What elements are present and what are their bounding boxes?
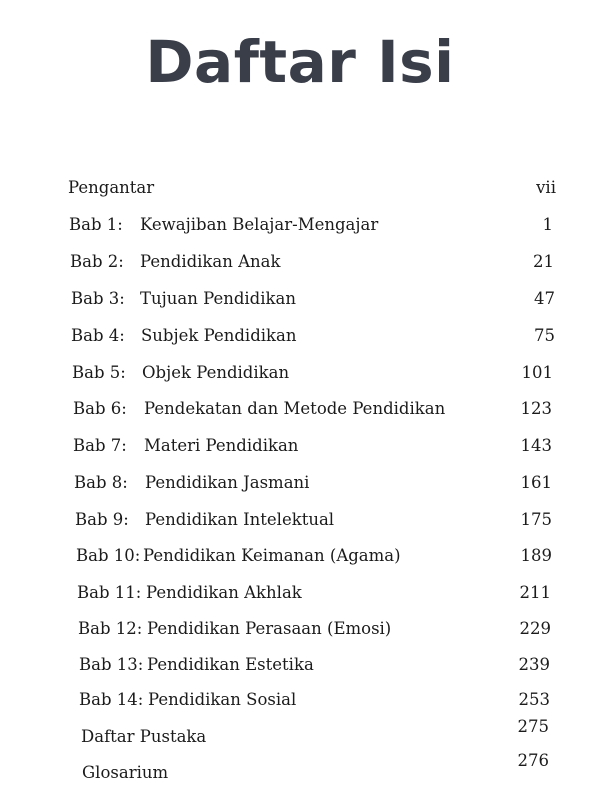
toc-entry-bab-11 (77, 581, 551, 605)
page-title: Daftar Isi (145, 28, 455, 96)
toc-chapter-title: Pendidikan Anak (140, 252, 281, 271)
toc-chapter-title: Kewajiban Belajar-Mengajar (140, 215, 379, 234)
toc-chapter-number: Bab 4: (71, 326, 125, 345)
toc-chapter-number: Bab 1: (69, 215, 123, 234)
toc-entry-bab-1 (69, 213, 553, 237)
toc-page-number: 143 (520, 436, 552, 455)
toc-page-number: vii (536, 178, 556, 197)
toc-chapter-number: Bab 14: (79, 690, 144, 709)
toc-chapter-title: Pendidikan Keimanan (Agama) (143, 546, 401, 565)
toc-chapter-title: Materi Pendidikan (144, 436, 299, 455)
toc-entry-bab-2 (70, 250, 554, 274)
toc-page-number: 253 (518, 690, 550, 709)
toc-page-number: 229 (519, 619, 551, 638)
toc-entry-label: Daftar Pustaka (81, 727, 207, 746)
toc-chapter-number: Bab 7: (73, 436, 127, 455)
toc-chapter-number: Bab 13: (79, 655, 144, 674)
toc-chapter-title: Pendidikan Perasaan (Emosi) (147, 619, 392, 638)
toc-chapter-title: Objek Pendidikan (142, 363, 290, 382)
toc-chapter-number: Bab 12: (78, 619, 143, 638)
toc-chapter-number: Bab 2: (70, 252, 124, 271)
toc-page-number: 161 (520, 473, 552, 492)
toc-page-number: 275 (517, 717, 549, 736)
toc-page-number: 1 (542, 215, 553, 234)
toc-page-number: 21 (533, 252, 554, 271)
toc-chapter-title: Subjek Pendidikan (141, 326, 297, 345)
toc-entry-bab-13 (79, 653, 550, 677)
toc-page-number: 101 (521, 363, 553, 382)
toc-entry-bab-4 (71, 324, 555, 348)
toc-chapter-title: Pendekatan dan Metode Pendidikan (144, 399, 446, 418)
toc-entry-bab-3 (71, 287, 555, 311)
toc-entry-bab-8 (74, 471, 552, 495)
toc-chapter-title: Pendidikan Estetika (147, 655, 314, 674)
toc-chapter-number: Bab 3: (71, 289, 125, 308)
toc-chapter-number: Bab 8: (74, 473, 128, 492)
toc-entry-label: Glosarium (82, 763, 169, 782)
toc-chapter-title: Tujuan Pendidikan (140, 289, 296, 308)
toc-entry-bab-14 (79, 688, 550, 712)
toc-entry-bab-12 (78, 617, 551, 641)
toc-page-number: 211 (519, 583, 551, 602)
toc-chapter-number: Bab 6: (73, 399, 127, 418)
toc-entry-bab-9 (75, 508, 552, 532)
toc-chapter-title: Pendidikan Jasmani (145, 473, 310, 492)
toc-page-number: 47 (534, 289, 555, 308)
toc-chapter-title: Pendidikan Sosial (148, 690, 297, 709)
toc-page-number: 189 (520, 546, 552, 565)
toc-entry-bab-7 (73, 434, 552, 458)
toc-page-number: 175 (520, 510, 552, 529)
toc-entry-bab-6 (73, 397, 552, 421)
toc-chapter-number: Bab 10: (76, 546, 141, 565)
toc-chapter-number: Bab 9: (75, 510, 129, 529)
toc-entry-bab-10 (76, 544, 552, 568)
toc-entry-pengantar (68, 176, 556, 200)
toc-entry-bab-5 (72, 361, 553, 385)
toc-entry-daftar-pustaka (81, 717, 549, 749)
toc-chapter-title: Pendidikan Akhlak (146, 583, 302, 602)
toc-entry-glosarium (82, 751, 549, 785)
toc-page-number: 75 (534, 326, 555, 345)
toc-page-number: 123 (520, 399, 552, 418)
toc-entry-label: Pengantar (68, 178, 155, 197)
toc-page-number: 239 (518, 655, 550, 674)
toc-chapter-number: Bab 5: (72, 363, 126, 382)
toc-page-number: 276 (517, 751, 549, 770)
toc-chapter-number: Bab 11: (77, 583, 142, 602)
toc-chapter-title: Pendidikan Intelektual (145, 510, 335, 529)
